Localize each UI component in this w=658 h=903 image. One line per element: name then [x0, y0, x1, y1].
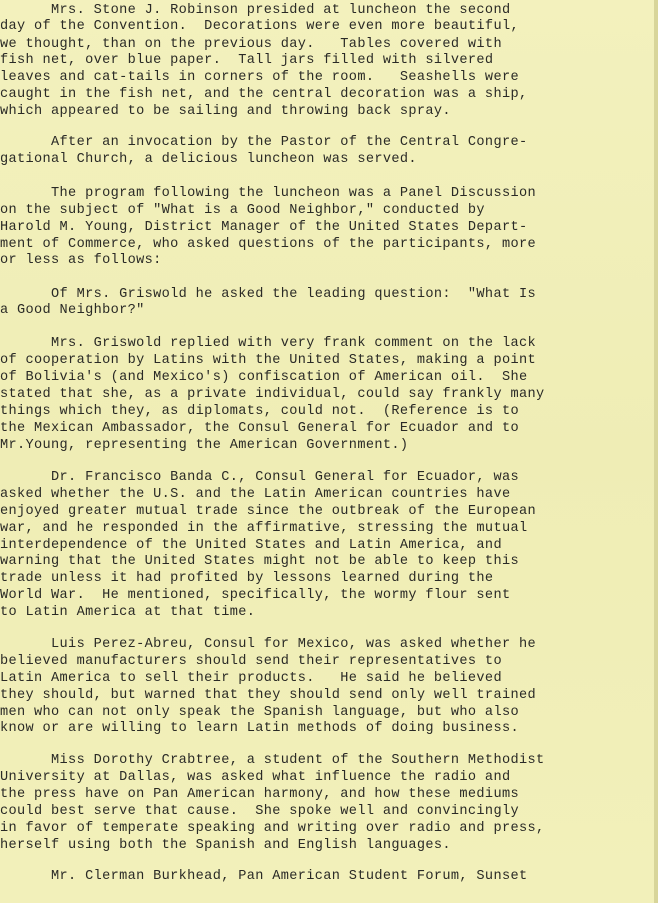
text-line: day of the Convention. Decorations were even more beautiful, — [0, 19, 519, 34]
text-line: we thought, than on the previous day. Tables covered with — [0, 37, 502, 52]
text-line: asked whether the U.S. and the Latin American countries have — [0, 487, 511, 502]
text-line: war, and he responded in the affirmative, stressing the mutual — [0, 521, 528, 536]
text-line: on the subject of "What is a Good Neighbor," conducted by — [0, 203, 485, 218]
text-line: the press have on Pan American harmony, and how these mediums — [0, 787, 519, 802]
text-line: warning that the United States might not be able to keep this — [0, 554, 519, 569]
text-line: gational Church, a delicious luncheon was served. — [0, 152, 417, 167]
text-line: The program following the luncheon was a Panel Discussion — [0, 186, 536, 201]
text-line: Luis Perez-Abreu, Consul for Mexico, was asked whether he — [0, 637, 536, 652]
page-edge — [654, 0, 658, 903]
text-line: leaves and cat-tails in corners of the room. Seashells were — [0, 70, 519, 85]
text-line: know or are willing to learn Latin methods of doing business. — [0, 721, 519, 736]
text-line: stated that she, as a private individual, could say frankly many — [0, 387, 545, 402]
text-line: University at Dallas, was asked what influence the radio and — [0, 770, 511, 785]
text-line: Latin America to sell their products. He said he believed — [0, 671, 502, 686]
text-line: interdependence of the United States and Latin America, and — [0, 538, 502, 553]
text-line: of Bolivia's (and Mexico's) confiscation of American oil. She — [0, 370, 528, 385]
text-line: Mr. Clerman Burkhead, Pan American Student Forum, Sunset — [0, 869, 528, 884]
text-line: Harold M. Young, District Manager of the United States Depart- — [0, 220, 528, 235]
text-line: Dr. Francisco Banda C., Consul General for Ecuador, was — [0, 470, 519, 485]
text-line: herself using both the Spanish and English languages. — [0, 838, 451, 853]
text-line: enjoyed greater mutual trade since the outbreak of the European — [0, 504, 536, 519]
text-line: which appeared to be sailing and throwing back spray. — [0, 104, 451, 119]
text-line: of cooperation by Latins with the United States, making a point — [0, 353, 536, 368]
text-line: caught in the fish net, and the central decoration was a ship, — [0, 87, 528, 102]
text-line: could best serve that cause. She spoke well and convincingly — [0, 804, 519, 819]
text-line: Mrs. Stone J. Robinson presided at luncheon the second — [0, 3, 511, 18]
text-line: trade unless it had profited by lessons learned during the — [0, 571, 494, 586]
text-line: in favor of temperate speaking and writing over radio and press, — [0, 821, 545, 836]
text-line: Mrs. Griswold replied with very frank comment on the lack — [0, 336, 536, 351]
text-line: to Latin America at that time. — [0, 605, 256, 620]
text-line: After an invocation by the Pastor of the Central Congre- — [0, 135, 528, 150]
text-line: they should, but warned that they should send only well trained — [0, 688, 536, 703]
text-line: the Mexican Ambassador, the Consul General for Ecuador and to — [0, 421, 519, 436]
text-line: Mr.Young, representing the American Government.) — [0, 438, 409, 453]
text-line: World War. He mentioned, specifically, the wormy flour sent — [0, 588, 511, 603]
text-line: things which they, as diplomats, could not. (Reference is to — [0, 404, 519, 419]
text-line: ment of Commerce, who asked questions of the participants, more — [0, 237, 536, 252]
text-line: Of Mrs. Griswold he asked the leading question: "What Is — [0, 287, 536, 302]
text-line: believed manufacturers should send their representatives to — [0, 654, 502, 669]
text-line: a Good Neighbor?" — [0, 303, 145, 318]
text-line: Miss Dorothy Crabtree, a student of the Southern Methodist — [0, 753, 545, 768]
text-line: or less as follows: — [0, 253, 162, 268]
text-line: fish net, over blue paper. Tall jars filled with silvered — [0, 53, 494, 68]
text-line: men who can not only speak the Spanish language, but who also — [0, 705, 519, 720]
